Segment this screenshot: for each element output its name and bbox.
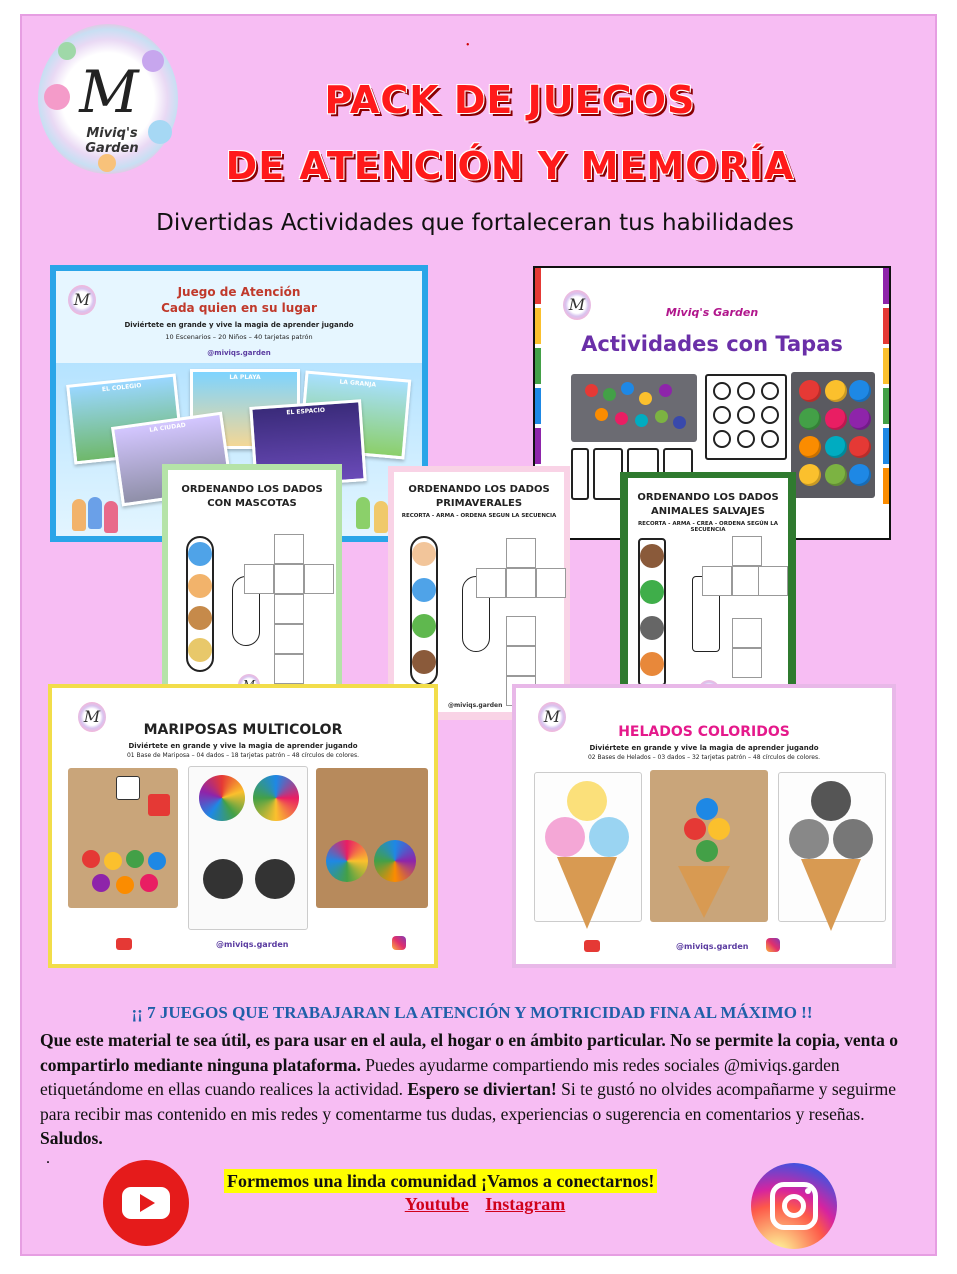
card-title: ORDENANDO LOS DADOS [408,484,550,495]
card-description: Diviértete en grande y vive la magia de aprender jugando [589,744,819,752]
logo-name: Miviq's Garden [85,126,139,156]
card-brand: Miviq's Garden [665,306,759,319]
scene-colegio: EL COLEGIO [66,373,184,464]
card-handle: @miviqs.garden [207,349,271,357]
card-dados-mascotas [162,464,342,706]
scene-playa: LA PLAYA [190,369,300,449]
bullet-dot: . [46,1150,50,1167]
youtube-mini-icon [116,938,132,950]
tapas-photo-1 [571,374,697,442]
card-logo: M [68,285,96,315]
card-description: Diviértete en grande y vive la magia de aprender jugando [128,742,358,750]
card-title: ORDENANDO LOS DADOS [181,484,323,495]
card-description: Diviértete en grande y vive la magia de aprender jugando [124,321,354,329]
card-title: Juego de Atención [177,285,301,299]
card-details: 02 Bases de Helados – 03 dados – 32 tarjetas patrón – 48 círculos de colores. [587,754,821,761]
mariposa-photo-3 [316,768,428,908]
card-title: HELADOS COLORIDOS [618,724,790,740]
card-title: Actividades con Tapas [581,332,843,356]
card-subtitle: Cada quien en su lugar [161,301,317,315]
helado-base-1 [534,772,642,922]
instagram-link[interactable]: Instagram [485,1194,566,1214]
card-handle: @miviqs.garden [216,940,289,949]
card-title: MARIPOSAS MULTICOLOR [143,722,343,738]
scene-granja: LA GRANJA [299,371,412,460]
youtube-link[interactable]: Youtube [404,1194,469,1214]
youtube-mini-icon [584,940,600,952]
card-dados-primaverales [388,466,570,720]
instagram-mini-icon [766,938,780,952]
tapas-photo-2 [791,372,875,498]
helado-base-2 [778,772,886,922]
decorative-dot: • [466,40,470,51]
card-logo: M [538,702,566,732]
page-subtitle: Divertidas Actividades que fortaleceran tus habilidades [156,210,794,236]
card-mariposas-multicolor [48,684,438,968]
helado-photo [650,770,768,922]
card-footer: @miviqs.garden [448,702,503,709]
tapas-circles-board [705,374,787,460]
page-title-line-2: DE ATENCIÓN Y MEMORÍA [225,144,795,188]
card-details: 01 Base de Mariposa – 04 dados – 18 tarjetas patrón – 48 círculos de colores. [126,752,359,759]
scene-espacio: EL ESPACIO [249,399,366,489]
scene-ciudad: LA CIUDAD [111,412,233,507]
youtube-icon[interactable] [103,1160,189,1246]
card-logo: M [78,702,106,732]
card-description: RECORTA - ARMA - CREA - ORDENA SEGÚN LA SECUENCIA [637,521,779,533]
mariposa-photo-2 [188,766,308,930]
card-helados-coloridos [512,684,896,968]
description-paragraph: Que este material te sea útil, es para usar en el aula, el hogar o en ámbito particular. No se permite la copia, venta o compartirlo mediante ninguna plataforma. Puedes ayudarme compartiendo mis redes sociales @miviqs.garden etiquetándome en ellas cuando realices la actividad. Espero se diviertan! Si te gustó no olvides acompañarme y seguirme para recibir mas contenido en mis redes y comentarme tus dudas, experiencias o sugerencia en comentarios y reseñas. Saludos. [40,1030,899,1148]
card-details: 10 Escenarios – 20 Niños – 40 tarjetas patrón [165,333,313,341]
logo-letter: M [79,58,139,126]
social-links [300,1194,670,1215]
card-title: ORDENANDO LOS DADOS [637,492,779,503]
games-headline: ¡¡ 7 JUEGOS QUE TRABAJARAN LA ATENCIÓN Y MOTRICIDAD FINA AL MÁXIMO !! [131,1003,813,1022]
instagram-icon[interactable] [751,1163,837,1249]
instagram-mini-icon [392,936,406,950]
card-subtitle: CON MASCOTAS [207,498,297,509]
community-cta: Formemos una linda comunidad ¡Vamos a conectarnos! [224,1169,657,1193]
mariposa-photo-1 [68,768,178,908]
card-subtitle: PRIMAVERALES [435,498,523,509]
card-description: RECORTA - ARMA - ORDENA SEGUN LA SECUENCIA [401,513,557,519]
brand-logo [38,24,178,174]
page-title-line-1: PACK DE JUEGOS [324,78,696,122]
card-subtitle: ANIMALES SALVAJES [651,506,765,517]
card-handle: @miviqs.garden [676,942,749,951]
card-logo: M [563,290,591,320]
